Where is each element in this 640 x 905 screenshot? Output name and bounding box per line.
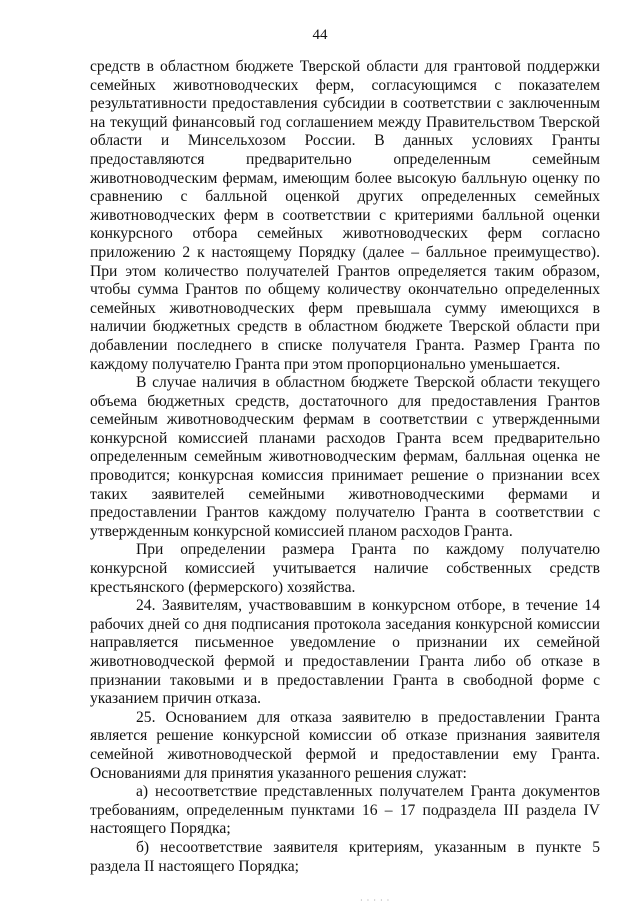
paragraph-item-24: 24. Заявителям, участвовавшим в конкурсном отборе, в течение 14 рабочих дней со дня подписания протокола заседания конкурсной комиссии направляется письменное уведомление о признании их семейной животноводческой фермой и предоставлении Гранта либо об отказе в признании таковыми и в предоставлении Гранта в свободной форме с указанием причин отказа. [90,597,600,708]
paragraph-subitem-a: а) несоответствие представленных получателем Гранта документов требованиям, определенным пунктами 16 – 17 подраздела III раздела IV настоящего Порядка; [90,783,600,838]
paragraph-subitem-b: б) несоответствие заявителя критериям, указанным в пункте 5 раздела II настоящего Порядка; [90,838,600,875]
paragraph-own-funds: При определении размера Гранта по каждому получателю конкурсной комиссией учитывается наличие собственных средств крестьянского (фермерского) хозяйства. [90,541,600,596]
scan-artifact: · · · · · [360,896,391,905]
paragraph-continuation: средств в областном бюджете Тверской области для грантовой поддержки семейных животноводческих ферм, согласующимся с показателем результативности предоставления субсидии в соответствии с заключенным на текущий финансовый год соглашением между Правительством Тверской области и Минсельхозом России. В данных условиях Гранты предоставляются предварительно определенным семейным животноводческим фермам, имеющим более высокую балльную оценку по сравнению с балльной оценкой других определенных семейных животноводческих ферм в соответствии с критериями балльной оценки конкурсного отбора семейных животноводческих ферм согласно приложению 2 к настоящему Порядку (далее – балльное преимущество). При этом количество получателей Грантов определяется таким образом, чтобы сумма Грантов по общему количеству окончательно определенных семейных животноводческих ферм превышала сумму имеющихся в наличии бюджетных средств в областном бюджете Тверской области при добавлении последнего в списке получателя Гранта. Размер Гранта по каждому получателю Гранта при этом пропорционально уменьшается. [90,58,600,373]
page-number: 44 [312,27,328,43]
document-body [90,58,600,876]
paragraph-budget-sufficiency: В случае наличия в областном бюджете Тверской области текущего объема бюджетных средств, достаточного для предоставления Грантов семейным животноводческим фермам в соответствии с утвержденными конкурсной комиссией планами расходов Гранта всем предварительно определенным семейным животноводческим фермам, балльная оценка не проводится; конкурсная комиссия принимает решение о признании всех таких заявителей семейными животноводческими фермами и предоставлении Грантов каждому получателю Гранта в соответствии с утвержденным конкурсной комиссией планом расходов Гранта. [90,374,600,540]
paragraph-item-25: 25. Основанием для отказа заявителю в предоставлении Гранта является решение конкурсной комиссии об отказе признания заявителя семейной животноводческой фермой и предоставлении ему Гранта. Основаниями для принятия указанного решения служат: [90,708,600,782]
